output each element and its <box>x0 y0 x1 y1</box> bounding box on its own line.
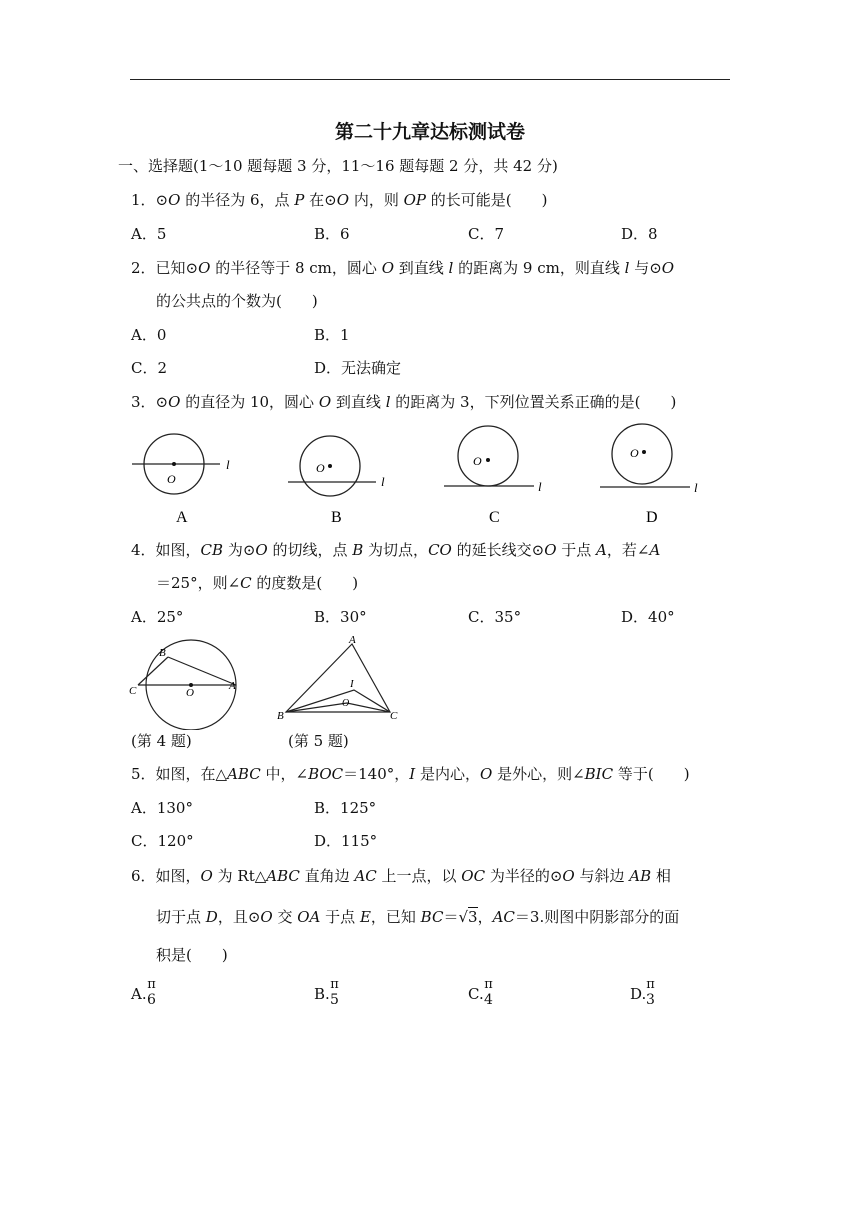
q6-option-d-fraction: π 3 <box>646 977 655 1008</box>
q4-stem-line2: ＝25°，则∠C 的度数是( ) <box>156 574 359 592</box>
q6-stem-line3: 积是( ) <box>156 946 228 964</box>
q3-figure-c[interactable] <box>444 426 542 526</box>
q3-a-line-l: l <box>226 457 230 472</box>
q2-stem-line2: 的公共点的个数为( ) <box>156 292 318 310</box>
q5-option-a[interactable]: A．130° <box>131 799 193 817</box>
q6-option-d-label: D. <box>630 985 647 1003</box>
q4-stem-line1: 4．如图，CB 为⊙O 的切线，点 B 为切点，CO 的延长线交⊙O 于点 A，若∠A <box>131 541 661 559</box>
q5-stem: 5．如图，在△ABC 中，∠BOC＝140°，I 是内心，O 是外心，则∠BIC 等于( ) <box>131 765 690 783</box>
page-title: 第二十九章达标测试卷 <box>334 121 525 143</box>
sqrt-radicand: 3 <box>468 908 478 926</box>
q3-figures <box>120 418 720 528</box>
q1-option-b[interactable]: B．6 <box>314 225 350 243</box>
header-rule <box>130 79 730 80</box>
q4-point-a: A <box>229 680 236 692</box>
q5-point-b: B <box>277 710 284 722</box>
q3-a-label: A <box>176 509 188 526</box>
q5-point-a: A <box>349 634 356 646</box>
section-heading: 一、选择题(1～10 题每题 3 分，11～16 题每题 2 分，共 42 分) <box>118 157 558 175</box>
q2-option-b[interactable]: B．1 <box>314 326 350 344</box>
q3-figure-a[interactable] <box>132 434 230 526</box>
q5-figure <box>276 632 406 728</box>
q3-b-label: B <box>331 509 342 526</box>
q3-b-line-l: l <box>381 474 385 489</box>
q3-d-point-o: O <box>630 446 639 460</box>
q1-option-d[interactable]: D．8 <box>621 225 658 243</box>
q3-c-label: C <box>489 509 500 526</box>
q2-option-d[interactable]: D．无法确定 <box>314 359 402 377</box>
q3-stem: 3．⊙O 的直径为 10，圆心 O 到直线 l 的距离为 3，下列位置关系正确的是( ) <box>131 393 677 411</box>
q6-option-c-label: C. <box>468 985 484 1003</box>
q4-caption: (第 4 题) <box>131 732 192 750</box>
sqrt-symbol: √ <box>458 908 469 926</box>
q6-option-c-fraction: π 4 <box>484 977 493 1008</box>
q5-option-c[interactable]: C．120° <box>131 832 194 850</box>
q5-option-b[interactable]: B．125° <box>314 799 377 817</box>
q6-option-b-label: B. <box>314 985 330 1003</box>
q6-stem-line1: 6．如图，O 为 Rt△ABC 直角边 AC 上一点，以 OC 为半径的⊙O 与斜边 AB 相 <box>131 867 671 885</box>
q2-stem-line1: 2．已知⊙O 的半径等于 8 cm，圆心 O 到直线 l 的距离为 9 cm，则直线 l 与⊙O <box>131 259 675 277</box>
q4-option-c[interactable]: C．35° <box>468 608 522 626</box>
q2-option-c[interactable]: C．2 <box>131 359 168 377</box>
q6-stem-line2: 切于点 D，且⊙O 交 OA 于点 E，已知 BC＝√3，AC＝3.则图中阴影部分的面 <box>156 908 680 926</box>
q4-option-b[interactable]: B．30° <box>314 608 367 626</box>
q1-stem: 1．⊙O 的半径为 6，点 P 在⊙O 内，则 OP 的长可能是( ) <box>131 191 548 209</box>
q4-option-a[interactable]: A．25° <box>131 608 184 626</box>
q1-option-c[interactable]: C．7 <box>468 225 505 243</box>
q6-option-a-fraction: π 6 <box>147 977 156 1008</box>
q6-option-b-fraction: π 5 <box>330 977 339 1008</box>
q5-point-i: I <box>350 678 354 690</box>
q6-option-a-label: A. <box>131 985 147 1003</box>
q4-option-d[interactable]: D．40° <box>621 608 675 626</box>
q3-d-label: D <box>646 509 658 526</box>
q5-point-o: O <box>342 698 350 709</box>
q5-caption: (第 5 题) <box>288 732 349 750</box>
q3-c-point-o: O <box>473 454 482 468</box>
q4-point-c: C <box>129 685 137 697</box>
q4-point-b: B <box>159 647 166 659</box>
q4-point-o: O <box>186 687 194 699</box>
q5-option-d[interactable]: D．115° <box>314 832 378 850</box>
q3-b-point-o: O <box>316 461 325 475</box>
q2-option-a[interactable]: A．0 <box>131 326 167 344</box>
q3-figure-d[interactable] <box>600 424 698 526</box>
q1-option-a[interactable]: A．5 <box>131 225 167 243</box>
q4-figure <box>126 636 246 730</box>
q3-c-line-l: l <box>538 479 542 494</box>
q3-figure-b[interactable] <box>288 436 385 526</box>
q5-point-c: C <box>390 710 398 722</box>
q3-d-line-l: l <box>694 480 698 495</box>
q3-a-point-o: O <box>167 472 176 486</box>
